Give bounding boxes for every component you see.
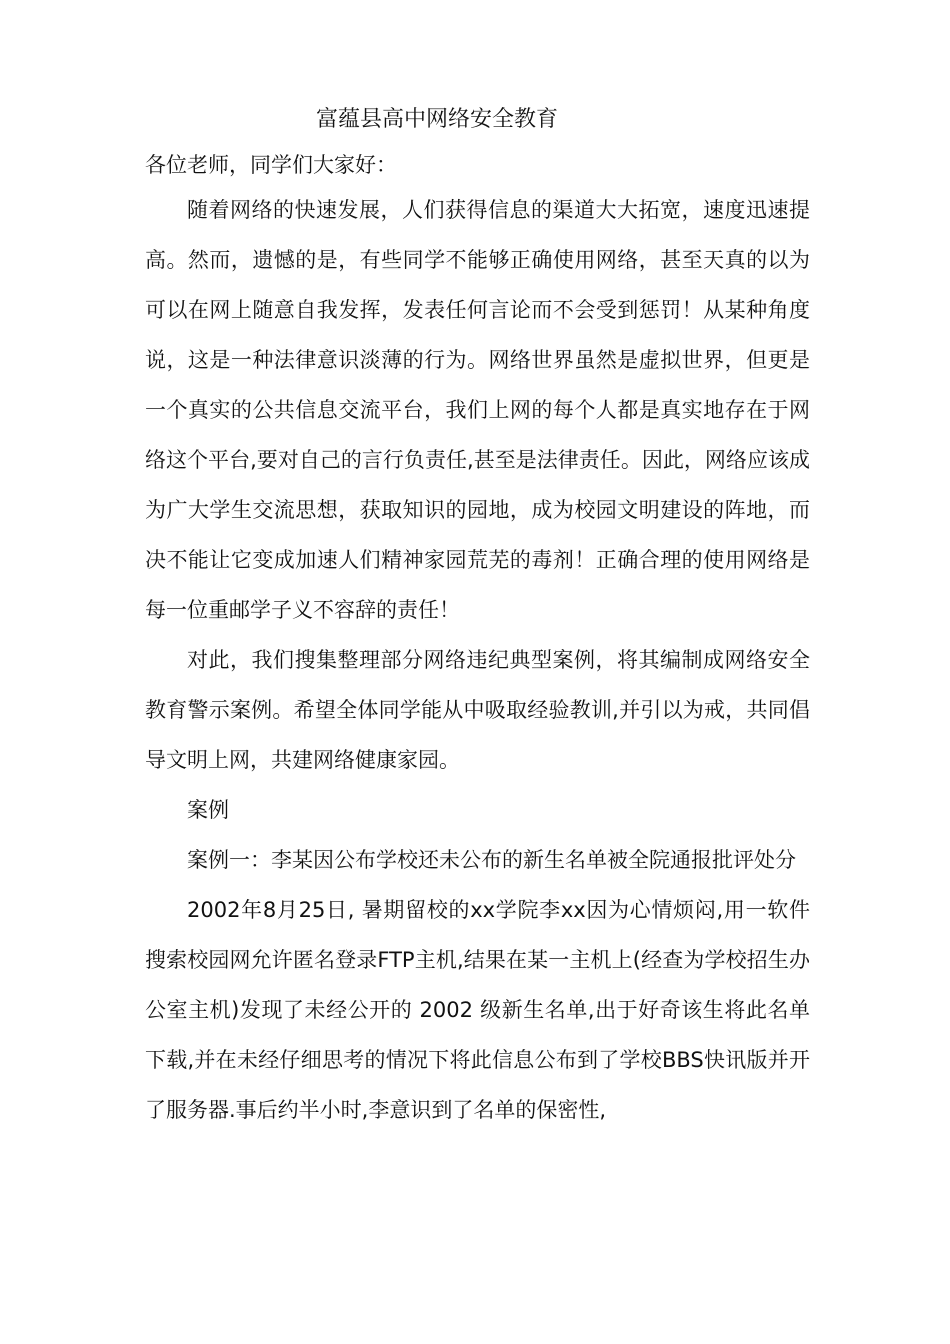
document-title: 富蕴县高中网络安全教育 — [315, 107, 558, 132]
section-heading-cases: 案例 — [187, 798, 229, 822]
salutation: 各位老师，同学们大家好： — [145, 153, 397, 177]
paragraph-intro: 随着网络的快速发展，人们获得信息的渠道大大拓宽，速度迅速提高。然而，遗憾的是，有些同学不能够正确使用网络，甚至天真的以为可以在网上随意自我发挥，发表任何言论而不会受到惩罚！从某种角度说，这是一种法律意识淡薄的行为。网络世界虽然是虚拟世界，但更是一个真实的公共信息交流平台，我们上网的每个人都是真实地存在于网络这个平台,要对自己的言行负责任,甚至是法律责任。因此，网络应该成为广大学生交流思想，获取知识的园地，成为校园文明建设的阵地，而决不能让它变成加速人们精神家园荒芜的毒剂！正确合理的使用网络是每一位重邮学子义不容辞的责任！ — [145, 198, 810, 622]
document-body — [145, 145, 810, 1135]
case-one-heading: 案例一：李某因公布学校还未公布的新生名单被全院通报批评处分 — [187, 848, 796, 872]
paragraph-purpose: 对此，我们搜集整理部分网络违纪典型案例，将其编制成网络安全教育警示案例。希望全体同学能从中吸取经验教训,并引以为戒，共同倡导文明上网，共建网络健康家园。 — [145, 648, 810, 772]
case-one-body: 2002年8月25日, 暑期留校的xx学院李xx因为心情烦闷,用一软件搜索校园网允许匿名登录FTP主机,结果在某一主机上(经查为学校招生办公室主机)发现了未经公开的 2002 级新生名单,出于好奇该生将此名单下载,并在未经仔细思考的情况下将此信息公布到了学校BBS快讯版并开了服务器.事后约半小时,李意识到了名单的保密性, — [145, 898, 810, 1122]
